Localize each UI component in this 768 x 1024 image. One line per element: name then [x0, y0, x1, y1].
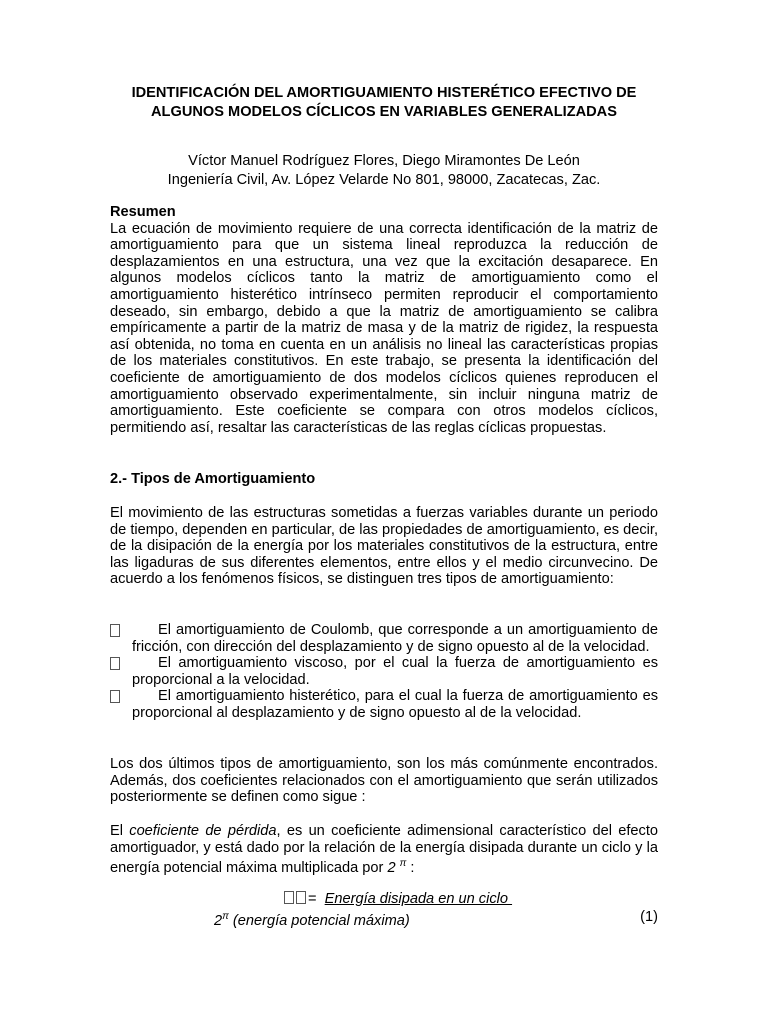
title-line-1: IDENTIFICACIÓN DEL AMORTIGUAMIENTO HISTERÉTICO EFECTIVO DE [131, 85, 637, 101]
intro-paragraph: El movimiento de las estructuras sometidas a fuerzas variables durante un periodo de tiempo, dependen en particular, de las propiedades de amortiguamiento, es decir, de la disipación de la energía por los materiales constitutivos de la estructura, entre las ligaduras de sus diferentes elementos, entre ellos y el medio circunvecino. De acuerdo a los fenómenos físicos, se distinguen tres tipos de amortiguamiento: [110, 505, 658, 588]
title-line-2: ALGUNOS MODELOS CÍCLICOS EN VARIABLES GENERALIZADAS [151, 104, 617, 120]
pi-symbol: π [399, 858, 407, 870]
abstract-heading: Resumen [110, 204, 176, 220]
section-2-heading: 2.- Tipos de Amortiguamiento [110, 471, 316, 487]
author-affiliation: Ingeniería Civil, Av. López Velarde No 801, 98000, Zacatecas, Zac. [167, 172, 601, 188]
damping-types-list [110, 622, 658, 722]
equation-numerator-line [284, 890, 512, 908]
equation-denominator: (energía potencial máxima) [228, 912, 410, 929]
section-2-para-2 [110, 756, 658, 806]
list-item [110, 688, 658, 721]
loss-coefficient-term: coeficiente de pérdida [129, 823, 277, 839]
section-2-intro [110, 505, 658, 588]
para3-end: : [406, 860, 415, 877]
section-2-para-3 [110, 823, 658, 877]
loss-coefficient-paragraph [110, 823, 658, 877]
equation-equals: = [308, 891, 317, 907]
author-names: Víctor Manuel Rodríguez Flores, Diego Miramontes De León [188, 153, 580, 169]
missing-glyph-icon [284, 891, 294, 904]
bullet-glyph-icon [110, 657, 120, 670]
list-item-text: El amortiguamiento de Coulomb, que corresponde a un amortiguamiento de fricción, con dirección del desplazamiento y de signo opuesto al de la velocidad. [132, 622, 658, 655]
list-item [110, 622, 658, 655]
bullet-glyph-icon [110, 624, 120, 637]
equation-denominator-line [214, 908, 410, 930]
equation-number: (1) [640, 909, 658, 925]
abstract-body: La ecuación de movimiento requiere de una correcta identificación de la matriz de amortiguamiento para que un sistema lineal reproduzca la reducción de desplazamientos en una estructura, una vez que la excitación desaparece. En algunos modelos cíclicos tanto la matriz de amortiguamiento como el amortiguamiento histerético intrínseco permiten reproducir el comportamiento deseado, sin embargo, debido a que la matriz de amortiguamiento se calibra empíricamente a partir de la matriz de masa y de la matriz de rigidez, la respuesta así obtenida, no toma en cuenta en un análisis no lineal las características propias de los materiales constitutivos. En este trabajo, se presenta la identificación del coeficiente de amortiguamiento de dos modelos cíclicos quienes reproducen el amortiguamiento observado experimentalmente, sin incluir ninguna matriz de amortiguamiento. Este coeficiente se compara con otros modelos cíclicos, permitiendo así, resaltar las características de las reglas cíclicas propuestas. [110, 220, 658, 436]
bullet-glyph-icon [110, 690, 120, 703]
paragraph-text: Los dos últimos tipos de amortiguamiento, son los más comúnmente encontrados. Además, dos coeficientes relacionados con el amortiguamiento que serán utilizados posteriormente se definen como sigue : [110, 756, 658, 806]
list-item-text: El amortiguamiento viscoso, por el cual la fuerza de amortiguamiento es proporcional a la velocidad. [132, 655, 658, 688]
paper-title [100, 84, 668, 122]
equation-denominator-coef: 2 [214, 912, 223, 929]
equation-pi-symbol: π [222, 911, 229, 922]
list-item [110, 655, 658, 688]
section-heading [110, 471, 658, 488]
para3-pre: El [110, 823, 130, 839]
para3-post: , es un coeficiente adimensional característico del efecto amortiguador, y está dado por la relación de la energía disipada durante un ciclo y la energía potencial máxima multiplicada por [110, 823, 659, 877]
author-block [100, 152, 668, 190]
equation-numerator: Energía disipada en un ciclo [324, 891, 508, 907]
factor-two: 2 [387, 860, 396, 877]
list-item-text: El amortiguamiento histerético, para el cual la fuerza de amortiguamiento es proporcional al desplazamiento y de signo opuesto al de la velocidad. [132, 688, 658, 721]
missing-glyph-icon [296, 891, 306, 904]
abstract [110, 204, 658, 436]
